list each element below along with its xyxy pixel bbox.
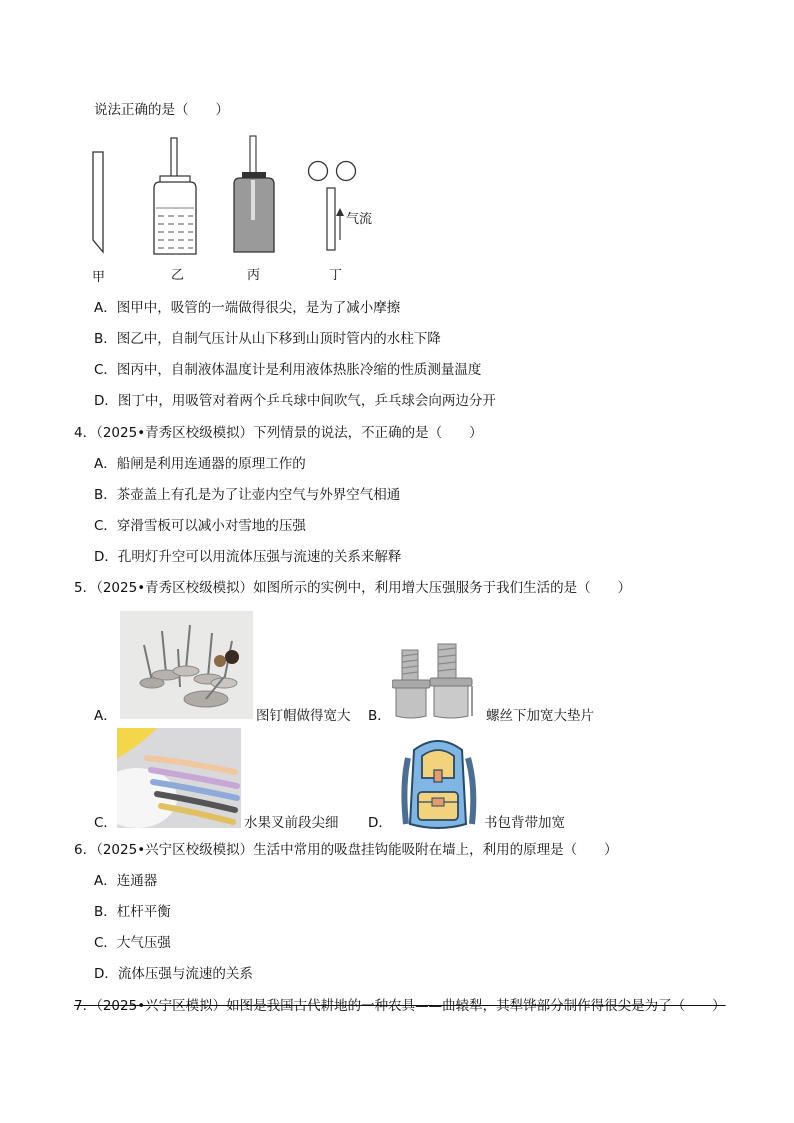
figure-label-jia: 甲 bbox=[92, 270, 106, 285]
q3-stem: 说法正确的是（ ） bbox=[94, 102, 229, 118]
q4-option-a: A．船闸是利用连通器的原理工作的 bbox=[94, 456, 306, 472]
q5-option-c-letter: C． bbox=[94, 815, 117, 831]
straw-figure-jia bbox=[88, 148, 110, 254]
fruit-forks-photo bbox=[117, 728, 241, 828]
q4-option-d: D．孔明灯升空可以用流体压强与流速的关系来解释 bbox=[94, 549, 402, 565]
q4-stem: 4．（2025•青秀区校级模拟）下列情景的说法，不正确的是（ ） bbox=[74, 425, 483, 441]
q5-option-b-caption: 螺丝下加宽大垫片 bbox=[486, 708, 594, 724]
q5-option-a-letter: A． bbox=[94, 708, 117, 724]
q6-option-c: C．大气压强 bbox=[94, 935, 171, 951]
q6-option-a: A．连通器 bbox=[94, 873, 158, 889]
q5-option-c-caption: 水果叉前段尖细 bbox=[244, 815, 339, 831]
barometer-figure-yi bbox=[146, 136, 206, 258]
q5-option-a-caption: 图钉帽做得宽大 bbox=[256, 708, 351, 724]
figure-label-bing: 丙 bbox=[247, 268, 261, 283]
q3-option-c: C．图丙中，自制液体温度计是利用液体热胀冷缩的性质测量温度 bbox=[94, 362, 482, 378]
q3-option-a: A．图甲中，吸管的一端做得很尖，是为了减小摩擦 bbox=[94, 300, 401, 316]
q3-option-d: D．图丁中，用吸管对着两个乒乓球中间吹气，乒乓球会向两边分开 bbox=[94, 393, 496, 409]
airflow-label: 气流 bbox=[346, 212, 373, 227]
q6-option-d: D．流体压强与流速的关系 bbox=[94, 966, 253, 982]
q6-stem: 6．（2025•兴宁区校级模拟）生活中常用的吸盘挂钩能吸附在墙上，利用的原理是（ ） bbox=[74, 842, 618, 858]
thermometer-figure-bing bbox=[228, 134, 284, 256]
thumbtacks-photo bbox=[120, 611, 253, 719]
q3-option-b: B．图乙中，自制气压计从山下移到山顶时管内的水柱下降 bbox=[94, 331, 441, 347]
pingpong-figure-ding bbox=[306, 158, 358, 252]
q4-option-c: C．穿滑雪板可以减小对雪地的压强 bbox=[94, 518, 306, 534]
q4-option-b: B．茶壶盖上有孔是为了让壶内空气与外界空气相通 bbox=[94, 487, 401, 503]
q6-option-b: B．杠杆平衡 bbox=[94, 904, 171, 920]
backpack-illustration bbox=[392, 736, 484, 832]
screws-with-washers-photo bbox=[392, 640, 474, 720]
q5-option-d-caption: 书包背带加宽 bbox=[484, 815, 565, 831]
figure-label-yi: 乙 bbox=[171, 268, 185, 283]
q5-option-d-letter: D． bbox=[368, 815, 392, 831]
figure-label-ding: 丁 bbox=[329, 268, 343, 283]
q5-option-b-letter: B． bbox=[368, 708, 391, 724]
q7-stem: 7．（2025•兴宁区模拟）如图是我国古代耕地的一种农具——曲辕犁，其犁铧部分制作得很尖是为了（ ） bbox=[74, 998, 726, 1014]
q5-stem: 5．（2025•青秀区校级模拟）如图所示的实例中，利用增大压强服务于我们生活的是（ ） bbox=[74, 580, 632, 596]
